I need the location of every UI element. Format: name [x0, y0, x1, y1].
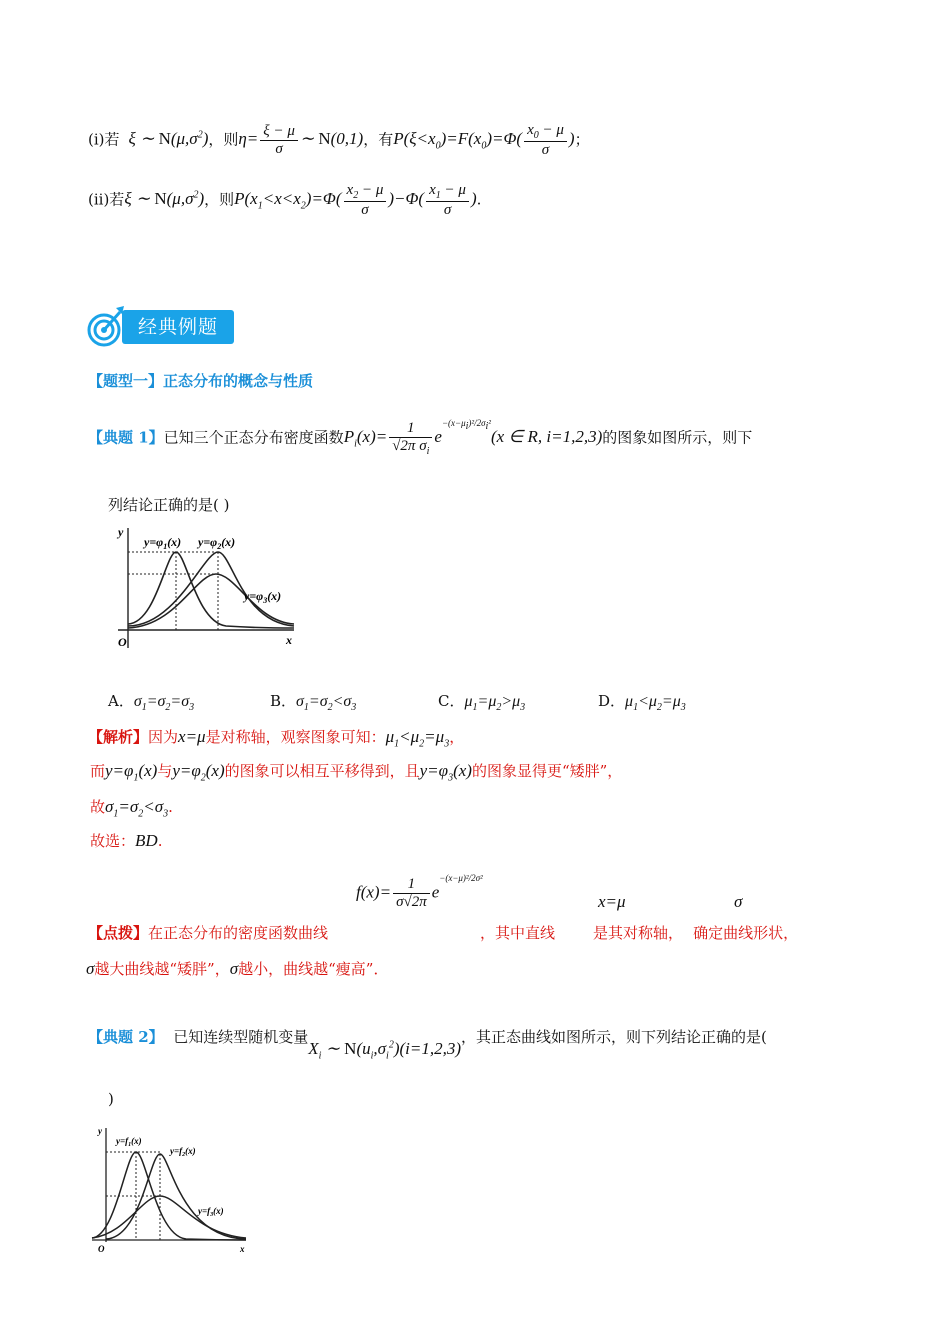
- ex2-label-o: O: [98, 1244, 105, 1254]
- analysis-l2a: 而: [90, 762, 106, 780]
- ex1-label-phi2: $y=\varphi_2(x)$: [198, 535, 236, 551]
- ex2-curve-3: [92, 1196, 246, 1238]
- option-a-letter: A．: [108, 692, 134, 710]
- formula-i-have: ，有: [363, 130, 394, 149]
- formula-ii-tag: (ii)若: [88, 190, 125, 209]
- ex1-density: $P_i(x)=$ $\frac{1}{√2\pi \sigma_i}$ $e^{-(x-\mu_i)^2/2\sigma_i^2}(x$ ∈ R, i=1,2,3): [343, 417, 603, 457]
- option-c-letter: C．: [438, 692, 465, 710]
- analysis-line2: 而$y=\varphi_1(x)$与$y=\varphi_2(x)$的图象可以相互平移得到，且$y=\varphi_3(x)$的图象显得更“矮胖”，: [90, 761, 623, 784]
- tip-axis-formula: x=μ: [598, 892, 626, 911]
- ex2-label: 【典题 2】: [88, 1028, 164, 1046]
- ex1-label-y: y: [118, 525, 124, 539]
- ex2-label-f1: $y=f_1(x)$: [116, 1136, 142, 1148]
- analysis-l1b: 是对称轴，观察图象可知：: [205, 728, 386, 746]
- tip-t2: ，其中直线: [480, 924, 556, 942]
- tip-t5: 越大曲线越“矮胖”，: [94, 960, 230, 978]
- formula-i-math-a: ξ ∼ $N(\mu,\sigma^2)$: [124, 129, 209, 149]
- tip-t1: 在正态分布的密度函数曲线: [148, 924, 329, 942]
- ex2-graph: [86, 1120, 252, 1256]
- analysis-line4: 故选：BD.: [90, 831, 163, 850]
- formula-i-then: ，则: [208, 130, 239, 149]
- option-b[interactable]: B．$\sigma_1=\sigma_2<\sigma_3$: [270, 692, 357, 714]
- ex1-label-o: O: [118, 635, 127, 649]
- analysis-label: 【解析】: [88, 728, 149, 746]
- formula-line-ii: (ii)若ξ ∼ $N(\mu,\sigma^2)$，则$P(x_1<x<x_2)=\Phi$( $\frac{x_2 - \mu}{\sigma}$ )−Φ( $\frac{x_1 - \mu}{\sigma}$ ).: [88, 182, 482, 218]
- ex2-suffix: ，其正态曲线如图所示，则下列结论正确的是(: [461, 1028, 767, 1046]
- ex2-line1: [88, 1026, 767, 1062]
- ex1-line1: [88, 417, 753, 457]
- analysis-l2c: 的图象可以相互平移得到，且: [224, 762, 420, 780]
- tip-t6: 越小，曲线越“瘦高”．: [238, 960, 389, 978]
- analysis-line3: 故$\sigma_1=\sigma_2<\sigma_3$.: [90, 797, 173, 820]
- analysis-l4: 故选：: [90, 832, 136, 850]
- target-icon: [86, 304, 126, 350]
- ex1-label: 【典题 1】: [88, 428, 164, 447]
- ex2-label-y: y: [98, 1126, 102, 1136]
- tip-sigma-formula: σ: [734, 892, 743, 911]
- option-d[interactable]: D．$\mu_1<\mu_2=\mu_3$: [598, 692, 686, 714]
- section-banner: 经典例题: [122, 310, 234, 344]
- formula-i-math-c: $P(\xi<x_0)=F(x_0)=\Phi$( $\frac{x_0 - \mu}{\sigma}$ ): [393, 122, 575, 158]
- analysis-answer: BD: [135, 831, 158, 850]
- tip-line1: [88, 922, 798, 943]
- ex2-intro: 已知连续型随机变量: [173, 1028, 309, 1046]
- tip-line2: σ越大曲线越“矮胖”，σ越小，曲线越“瘦高”．: [86, 959, 389, 978]
- ex1-intro: 已知三个正态分布密度函数: [163, 428, 344, 447]
- formula-line-i: (i)若 ξ ∼ $N(\mu,\sigma^2)$，则η= $\frac{\xi - \mu}{\sigma}$ ∼ N(0,1)，有$P(\xi<x_0)=F(x_0)=\Phi$( $\frac{x_0 - \mu}{\sigma}$ )；: [88, 122, 590, 158]
- option-a[interactable]: A．$\sigma_1=\sigma_2=\sigma_3$: [108, 692, 195, 714]
- formula-ii-math-a: ξ ∼ $N(\mu,\sigma^2)$: [124, 189, 205, 209]
- option-b-letter: B．: [270, 692, 297, 710]
- formula-i-math-b: η= $\frac{\xi - \mu}{\sigma}$ ∼ N(0,1): [238, 123, 364, 157]
- ex1-label-x: x: [286, 633, 292, 647]
- option-c[interactable]: C．$\mu_1=\mu_2>\mu_3$: [438, 692, 526, 714]
- ex2-label-f3: $y=f_3(x)$: [198, 1206, 224, 1218]
- tip-label: 【点拨】: [88, 924, 149, 942]
- analysis-line1: 【解析】因为x=μ是对称轴，观察图象可知：$\mu_1<\mu_2=\mu_3$，: [88, 727, 465, 750]
- tip-t3: 是其对称轴，: [593, 924, 684, 942]
- ex1-label-phi1: $y=\varphi_1(x)$: [144, 535, 182, 551]
- ex1-graph: [106, 522, 298, 654]
- analysis-l1a: 因为: [148, 728, 179, 746]
- formula-ii-then: ，则: [204, 190, 235, 209]
- analysis-l3: 故: [90, 798, 106, 816]
- ex2-label-x: x: [240, 1244, 245, 1254]
- tip-t4: 确定曲线形状，: [693, 924, 799, 942]
- ex2-label-f2: $y=f_2(x)$: [170, 1146, 196, 1158]
- type1-heading: 【题型一】正态分布的概念与性质: [88, 372, 314, 390]
- analysis-l2b: 与: [157, 762, 173, 780]
- tip-density-formula: f(x)= $\frac{1}{\sigma√2\pi}$ $e^{-(x-\mu)^2/2\sigma^2}$: [356, 872, 483, 910]
- ex1-line2: 列结论正确的是( ): [108, 496, 230, 514]
- formula-i-tag: (i)若: [88, 130, 120, 149]
- analysis-l2d: 的图象显得更“矮胖”，: [471, 762, 623, 780]
- ex2-line2: ): [108, 1090, 114, 1108]
- ex2-distribution: $X_i$ ∼ $N(u_i,\sigma_i^2)(i=1,2,3)$: [308, 1039, 461, 1062]
- formula-ii-math-b: $P(x_1<x<x_2)=\Phi$( $\frac{x_2 - \mu}{\sigma}$ )−Φ( $\frac{x_1 - \mu}{\sigma}$ ): [234, 182, 477, 218]
- option-d-letter: D．: [598, 692, 626, 710]
- ex1-suffix: 的图象如图所示，则下: [602, 428, 753, 447]
- ex1-label-phi3: $y=\varphi_3(x)$: [244, 589, 282, 605]
